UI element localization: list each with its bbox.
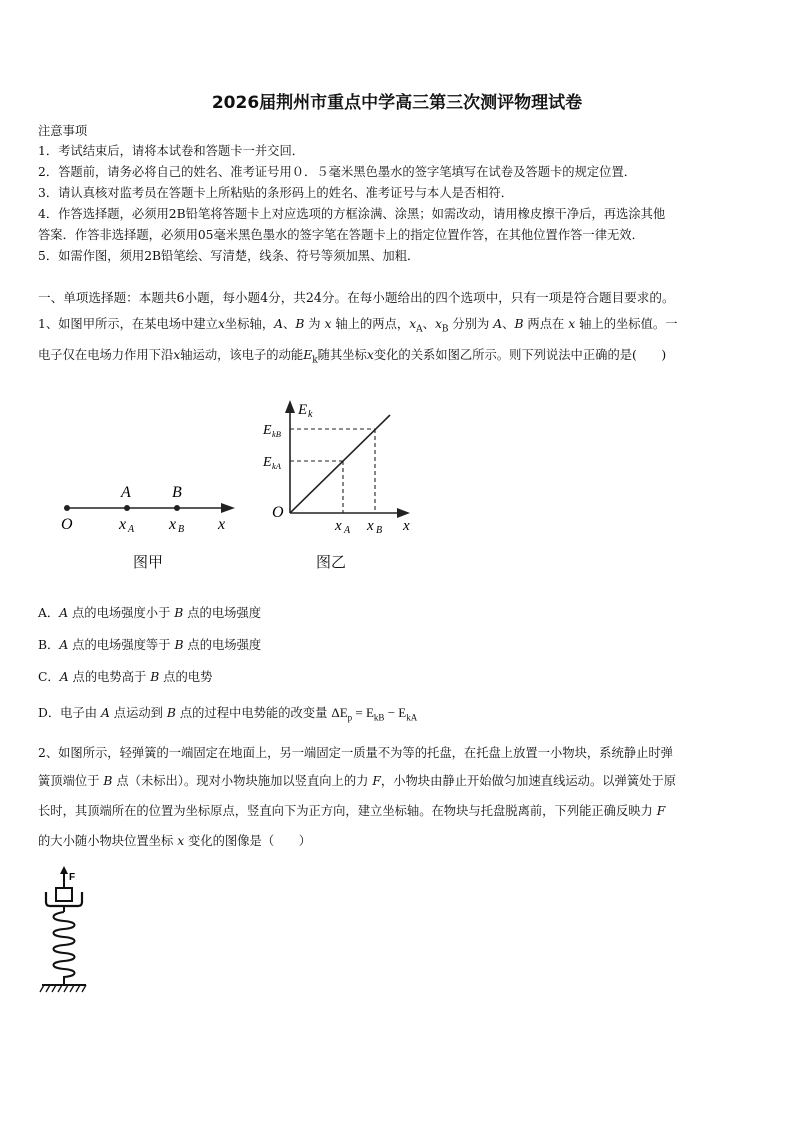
y-axis-arrow: [285, 400, 295, 413]
origin-dot: [64, 505, 70, 511]
xa-label: x: [119, 516, 127, 533]
note-item: 2．答题前，请务必将自己的姓名、准考证号用０．５毫米黑色墨水的签字笔填写在试卷及答题卡的规定位置．: [38, 165, 637, 179]
xa-label: x: [335, 518, 342, 534]
xb-sub: B: [178, 524, 185, 535]
spring-figure: [38, 866, 98, 996]
option-b[interactable]: B．A 点的电场强度等于 B 点的电场强度: [38, 638, 262, 652]
ekb-sub: kB: [272, 429, 281, 439]
xb-sub: B: [376, 525, 383, 536]
origin-label: O: [61, 516, 73, 533]
option-a[interactable]: A．A 点的电场强度小于 B 点的电场强度: [38, 606, 262, 620]
q1-line1: 1、如图甲所示，在某电场中建立x坐标轴，A、B 为 x 轴上的两点，$x_A$、$x_B$ 分别为 A、B 两点在 x 轴上的坐标值。一: [38, 317, 678, 335]
point-a-label: A: [121, 484, 131, 501]
q2-line4: 的大小随小物块位置坐标 x 变化的图像是（ ）: [38, 834, 312, 848]
ek-axis-label: E: [298, 402, 308, 418]
xa-sub: A: [128, 524, 135, 535]
note-item: 5．如需作图，须用2B铅笔绘、写清楚，线条、符号等须加黑、加粗．: [38, 249, 420, 263]
point-b-label: B: [172, 484, 182, 501]
xa-sub: A: [344, 525, 351, 536]
q1-line2: 电子仅在电场力作用下沿x轴运动，该电子的动能$E_k$随其坐标x变化的关系如图乙所示。则下列说法中正确的是( ): [38, 348, 667, 366]
force-label: F: [69, 872, 76, 883]
q2-line3: 长时，其顶端所在的位置为坐标原点，竖直向下为正方向，建立坐标轴。在物块与托盘脱离前，下列能正确反映力 F: [38, 804, 666, 818]
spring-icon: [54, 912, 75, 984]
point-b-dot: [174, 505, 180, 511]
block-icon: [56, 888, 72, 901]
xb-label: x: [367, 518, 374, 534]
ekb-label: E: [263, 423, 272, 438]
xb-label: x: [169, 516, 177, 533]
point-a-dot: [124, 505, 130, 511]
ek-axis-sub: k: [308, 409, 313, 420]
notes-heading: 注意事项: [38, 124, 88, 138]
figure-yi: [260, 393, 420, 543]
eka-sub: kA: [272, 461, 281, 471]
x-axis-arrow: [221, 503, 235, 513]
option-c[interactable]: C．A 点的电势高于 B 点的电势: [38, 670, 213, 684]
figure-yi-caption: 图乙: [316, 553, 347, 571]
x-axis-arrow: [397, 508, 410, 518]
origin-label: O: [272, 504, 284, 521]
force-arrow-head: [60, 866, 68, 874]
note-item: 3．请认真核对监考员在答题卡上所粘贴的条形码上的姓名、准考证号与本人是否相符．: [38, 186, 514, 200]
section-heading: 一、单项选择题：本题共6小题，每小题4分，共24分。在每小题给出的四个选项中，只有一项是符合题目要求的。: [38, 290, 675, 305]
page-title: 2026届荆州市重点中学高三第三次测评物理试卷: [211, 93, 583, 113]
x-axis-label: x: [403, 518, 410, 534]
option-d[interactable]: D．电子由 A 点运动到 B 点的过程中电势能的改变量 $\Delta E_p = E_{kB} - E_{kA}$: [38, 705, 418, 723]
note-item: 答案．作答非选择题，必须用05毫米黑色墨水的签字笔在答题卡上的指定位置作答，在其他位置作答一律无效．: [38, 228, 644, 242]
note-item: 4．作答选择题，必须用2B铅笔将答题卡上对应选项的方框涂满、涂黑；如需改动，请用橡皮擦干净后，再选涂其他: [38, 207, 666, 221]
note-item: 1．考试结束后，请将本试卷和答题卡一并交回．: [38, 144, 305, 158]
ground-hatch: [40, 985, 86, 992]
q2-line2: 簧顶端位于 B 点（未标出）。现对小物块施加以竖直向上的力 F，小物块由静止开始做匀加速直线运动。以弹簧处于原: [38, 774, 677, 788]
x-axis-label: x: [218, 516, 226, 533]
figure-jia-caption: 图甲: [133, 553, 164, 571]
eka-label: E: [263, 455, 272, 470]
q2-line1: 2、如图所示，轻弹簧的一端固定在地面上，另一端固定一质量不为等的托盘，在托盘上放置一小物块，系统静止时弹: [38, 746, 673, 760]
